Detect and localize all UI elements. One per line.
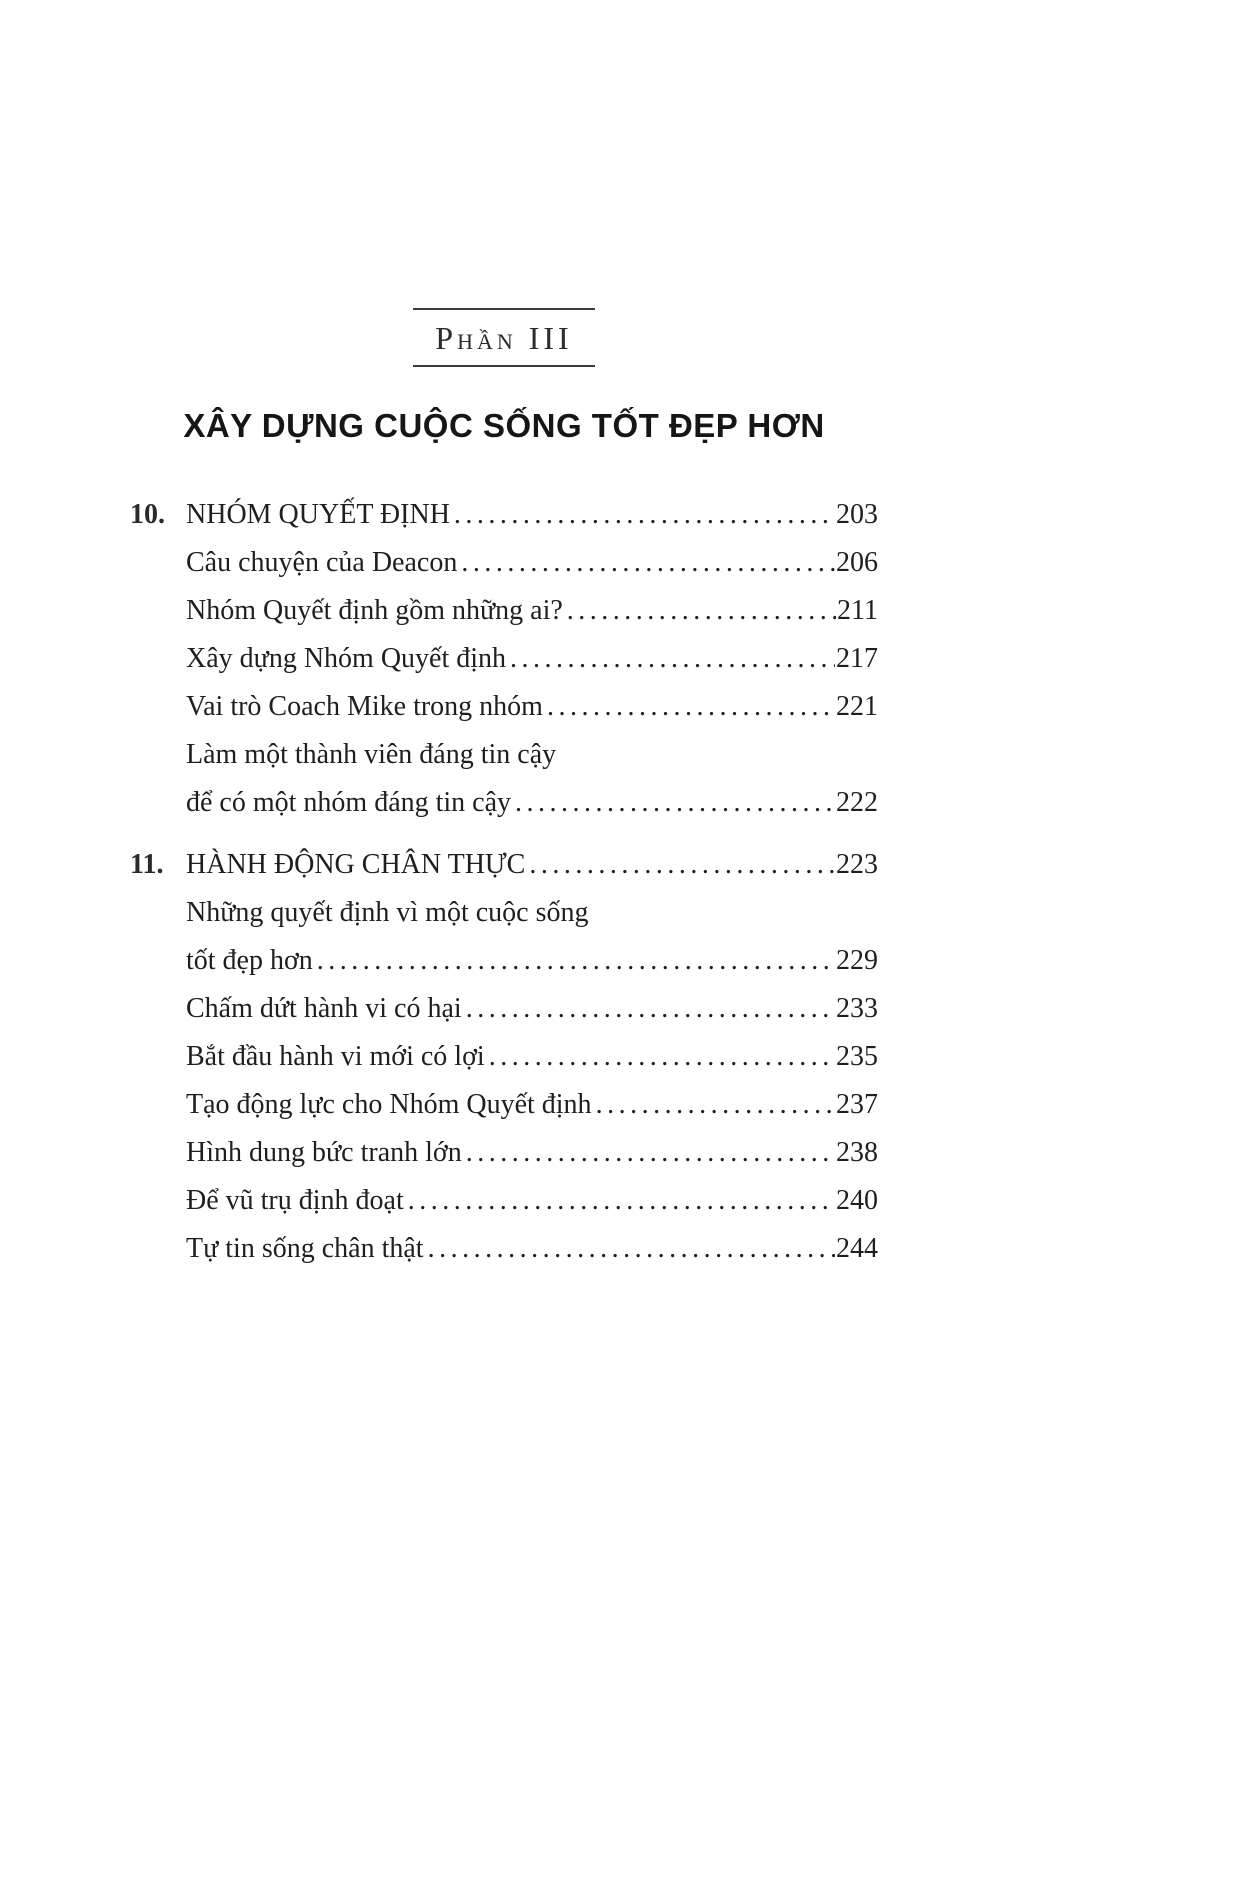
toc-entry-page: 235 — [836, 1041, 878, 1072]
toc-entry-line — [130, 985, 878, 1033]
toc-entry-line — [130, 1129, 878, 1177]
toc-entry-page: 211 — [837, 595, 878, 626]
toc-leader-dots — [489, 1033, 835, 1081]
toc-entry-line — [130, 889, 878, 937]
toc-entry-line — [130, 683, 878, 731]
toc-entry — [130, 985, 878, 1033]
toc-entry — [130, 731, 878, 827]
toc-entry-page: 237 — [836, 1089, 878, 1120]
toc-entry-page: 203 — [836, 499, 878, 530]
toc-entry-line — [130, 1033, 878, 1081]
toc-entry-number: 11. — [130, 849, 164, 880]
toc-entry-line — [130, 731, 878, 779]
toc-entry-line — [130, 937, 878, 985]
toc-entry-line — [130, 539, 878, 587]
toc-entry-line — [130, 1177, 878, 1225]
toc-leader-dots — [428, 1225, 835, 1273]
toc-entry-page: 206 — [836, 547, 878, 578]
part-header — [413, 308, 594, 367]
toc-leader-dots — [454, 491, 835, 539]
toc-entry-label: Vai trò Coach Mike trong nhóm — [186, 691, 543, 722]
toc-entry — [130, 1081, 878, 1129]
toc-entry-line — [130, 635, 878, 683]
toc-entry — [130, 1177, 878, 1225]
toc-leader-dots — [596, 1081, 835, 1129]
toc-entry-label: Làm một thành viên đáng tin cậy — [186, 739, 557, 770]
toc-entry-line — [130, 1225, 878, 1273]
toc-leader-dots — [515, 779, 835, 827]
toc-entry-line — [130, 587, 878, 635]
toc-leader-dots — [408, 1177, 835, 1225]
toc-leader-dots — [510, 635, 835, 683]
toc-entry-label: Chấm dứt hành vi có hại — [186, 993, 462, 1024]
toc-leader-dots — [529, 841, 835, 889]
toc-entry-label: Tạo động lực cho Nhóm Quyết định — [186, 1089, 592, 1120]
toc-entry — [130, 539, 878, 587]
toc-entry-page: 221 — [836, 691, 878, 722]
toc-entry-label: Để vũ trụ định đoạt — [186, 1185, 404, 1216]
toc-entry-page: 238 — [836, 1137, 878, 1168]
toc-leader-dots — [547, 683, 835, 731]
toc-entry — [130, 841, 878, 889]
toc-entry — [130, 635, 878, 683]
toc-entry-label: Nhóm Quyết định gồm những ai? — [186, 595, 563, 626]
part-label: Phần III — [435, 320, 573, 356]
toc-entry-page: 217 — [836, 643, 878, 674]
toc-entry-label: Hình dung bức tranh lớn — [186, 1137, 462, 1168]
toc-entry — [130, 889, 878, 985]
toc-entry — [130, 1225, 878, 1273]
part-header-wrap — [130, 308, 878, 367]
toc-leader-dots — [466, 985, 835, 1033]
toc-entry-line — [130, 491, 878, 539]
toc-entry-label: Tự tin sống chân thật — [186, 1233, 424, 1264]
part-title: XÂY DỰNG CUỘC SỐNG TỐT ĐẸP HƠN — [183, 407, 825, 444]
page-content — [130, 0, 878, 1273]
toc-entry-page: 222 — [836, 787, 878, 818]
toc-leader-dots — [461, 539, 835, 587]
toc-entry-label: HÀNH ĐỘNG CHÂN THỰC — [186, 849, 526, 880]
toc-entry-line — [130, 779, 878, 827]
toc-entry-line — [130, 1081, 878, 1129]
toc-entry — [130, 1033, 878, 1081]
toc-entry-page: 240 — [836, 1185, 878, 1216]
table-of-contents — [130, 491, 878, 1273]
toc-entry-page: 244 — [836, 1233, 878, 1264]
toc-entry — [130, 1129, 878, 1177]
toc-entry-label: Bắt đầu hành vi mới có lợi — [186, 1041, 485, 1072]
toc-entry-line — [130, 841, 878, 889]
toc-entry-label: Câu chuyện của Deacon — [186, 547, 458, 578]
toc-entry — [130, 491, 878, 539]
toc-entry-page: 233 — [836, 993, 878, 1024]
toc-entry-label: Những quyết định vì một cuộc sống — [186, 897, 589, 928]
toc-entry-label: Xây dựng Nhóm Quyết định — [186, 643, 507, 674]
toc-entry — [130, 587, 878, 635]
toc-entry-label: NHÓM QUYẾT ĐỊNH — [186, 499, 450, 530]
toc-leader-dots — [317, 937, 835, 985]
toc-leader-dots — [567, 587, 836, 635]
toc-leader-dots — [466, 1129, 835, 1177]
toc-entry-label: để có một nhóm đáng tin cậy — [186, 787, 512, 818]
toc-entry-page: 229 — [836, 945, 878, 976]
toc-entry — [130, 683, 878, 731]
toc-entry-page: 223 — [836, 849, 878, 880]
toc-entry-label: tốt đẹp hơn — [186, 945, 313, 976]
toc-entry-number: 10. — [130, 499, 165, 530]
